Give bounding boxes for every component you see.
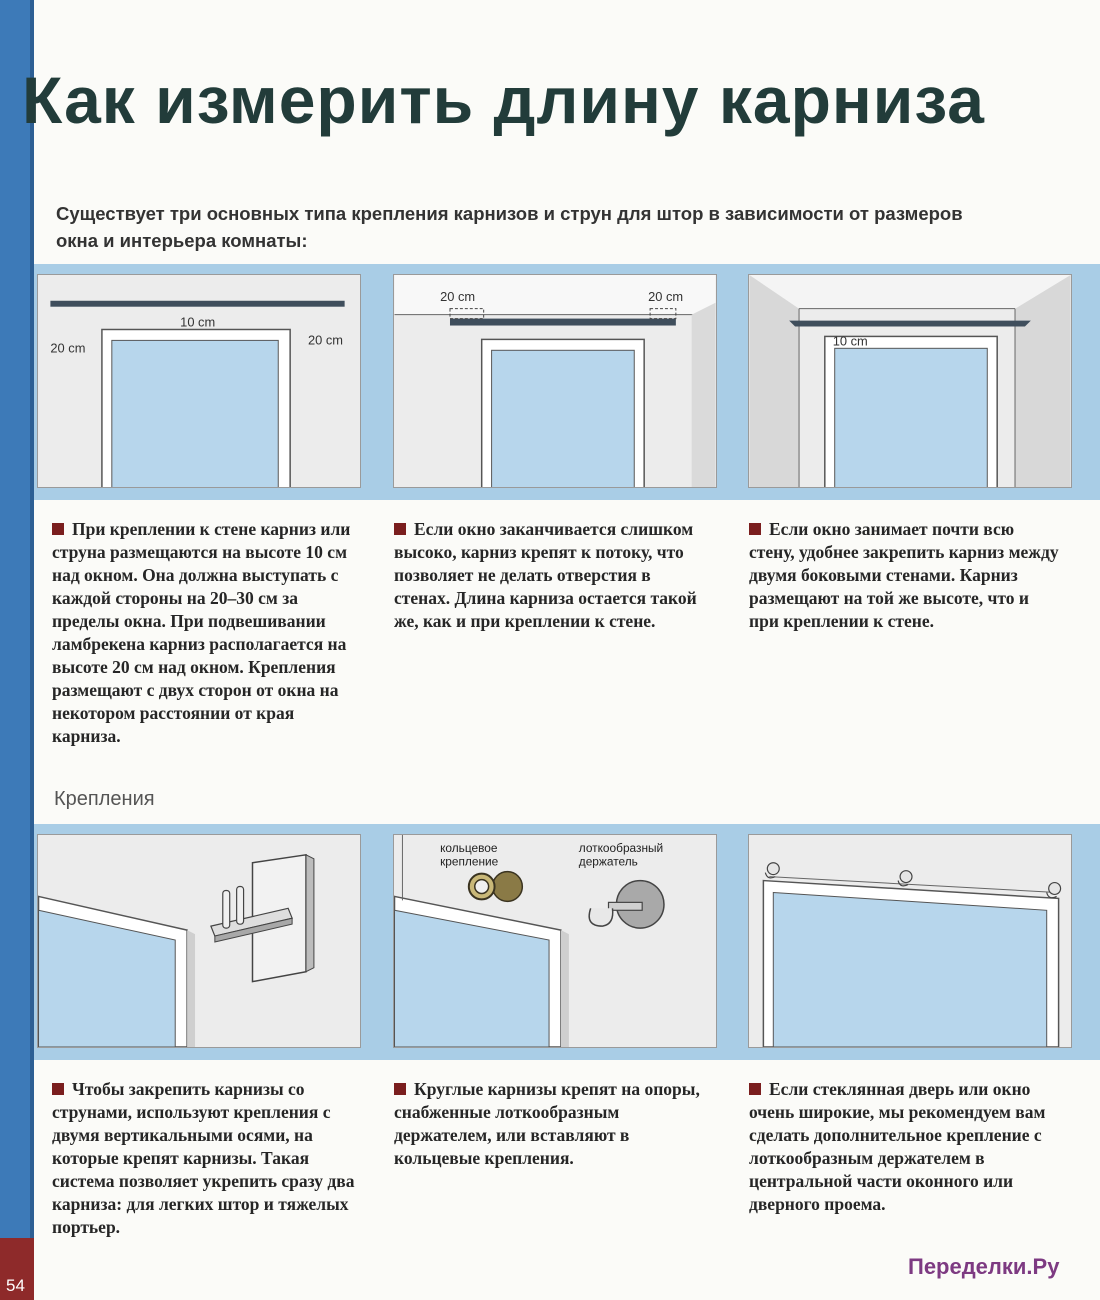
intro-text: Существует три основных типа крепления карнизов и струн для штор в зависимости от размеров окна и интерьера комнаты: (56, 203, 963, 251)
diagram-ceiling-mount (393, 274, 717, 488)
bullet-square (394, 1083, 406, 1095)
bullet-square (52, 523, 64, 535)
bullet-square (52, 1083, 64, 1095)
dim-label: 10 cm (832, 333, 868, 349)
paragraph-wide-window (749, 1078, 1065, 1216)
paragraph-text: Если окно заканчивается слишком высоко, карниз крепят к потоку, что позволяет не делать отверстия в стенах. Длина карниза остается такой же, как и при креплении к стене. (394, 519, 697, 631)
paragraph-text: Чтобы закрепить карнизы со струнами, используют крепления с двумя вертикальными осями, на которые крепят карнизы. Такая система позволяет укрепить сразу два карниза: для легких штор и тяжелых портьер. (52, 1079, 355, 1237)
paragraph-wall-mount (52, 518, 358, 748)
paragraph-text: Если стеклянная дверь или окно очень широкие, мы рекомендуем вам сделать дополнительное крепление с лоткообразным держателем в центральной части оконного или дверного проема. (749, 1079, 1046, 1214)
dim-label: 20 cm (440, 288, 476, 304)
margin-bar (0, 0, 34, 1300)
paragraph-double-bracket (52, 1078, 358, 1239)
diagram-wall-mount (37, 274, 361, 488)
bullet-square (749, 1083, 761, 1095)
page-title: Как измерить длину карниза (22, 63, 985, 137)
dim-label: 20 cm (50, 340, 86, 356)
dim-label: 10 cm (180, 314, 216, 330)
paragraph-ring-and-trough (394, 1078, 710, 1170)
diagram-ring-and-trough (393, 834, 717, 1048)
callout-label: держатель (578, 854, 638, 869)
paragraph-text: Если окно занимает почти всю стену, удобнее закрепить карниз между двумя боковыми стенами. Карниз размещают на той же высоте, что и при креплении к стене. (749, 519, 1059, 631)
callout-label: крепление (440, 854, 499, 869)
diagram-wide-window (748, 834, 1072, 1048)
callout-label: лоткообразный (578, 840, 664, 855)
section-label: Крепления (54, 788, 155, 810)
bullet-square (394, 523, 406, 535)
dim-label: 20 cm (307, 332, 344, 348)
diagram-double-bracket (37, 834, 361, 1048)
diagram-side-walls-mount (748, 274, 1072, 488)
site-watermark: Переделки.Ру (908, 1254, 1060, 1279)
margin-bar-edge (30, 0, 34, 1300)
paragraph-side-walls-mount (749, 518, 1059, 633)
callout-label: кольцевое (440, 840, 498, 855)
bullet-square (749, 523, 761, 535)
page-number: 54 (6, 1276, 25, 1295)
dim-label: 20 cm (648, 288, 684, 304)
paragraph-ceiling-mount (394, 518, 710, 633)
paragraph-text: При креплении к стене карниз или струна размещаются на высоте 10 см над окном. Она должна выступать с каждой стороны на 20–30 см за пределы окна. При подвешивании ламбрекена карниз располагается на высоте 20 см над окном. Крепления размещают с двух сторон от окна на некотором расстоянии от края карниза. (52, 519, 351, 746)
paragraph-text: Круглые карнизы крепят на опоры, снабженные лоткообразным держателем, или вставляют в кольцевые крепления. (394, 1079, 700, 1168)
